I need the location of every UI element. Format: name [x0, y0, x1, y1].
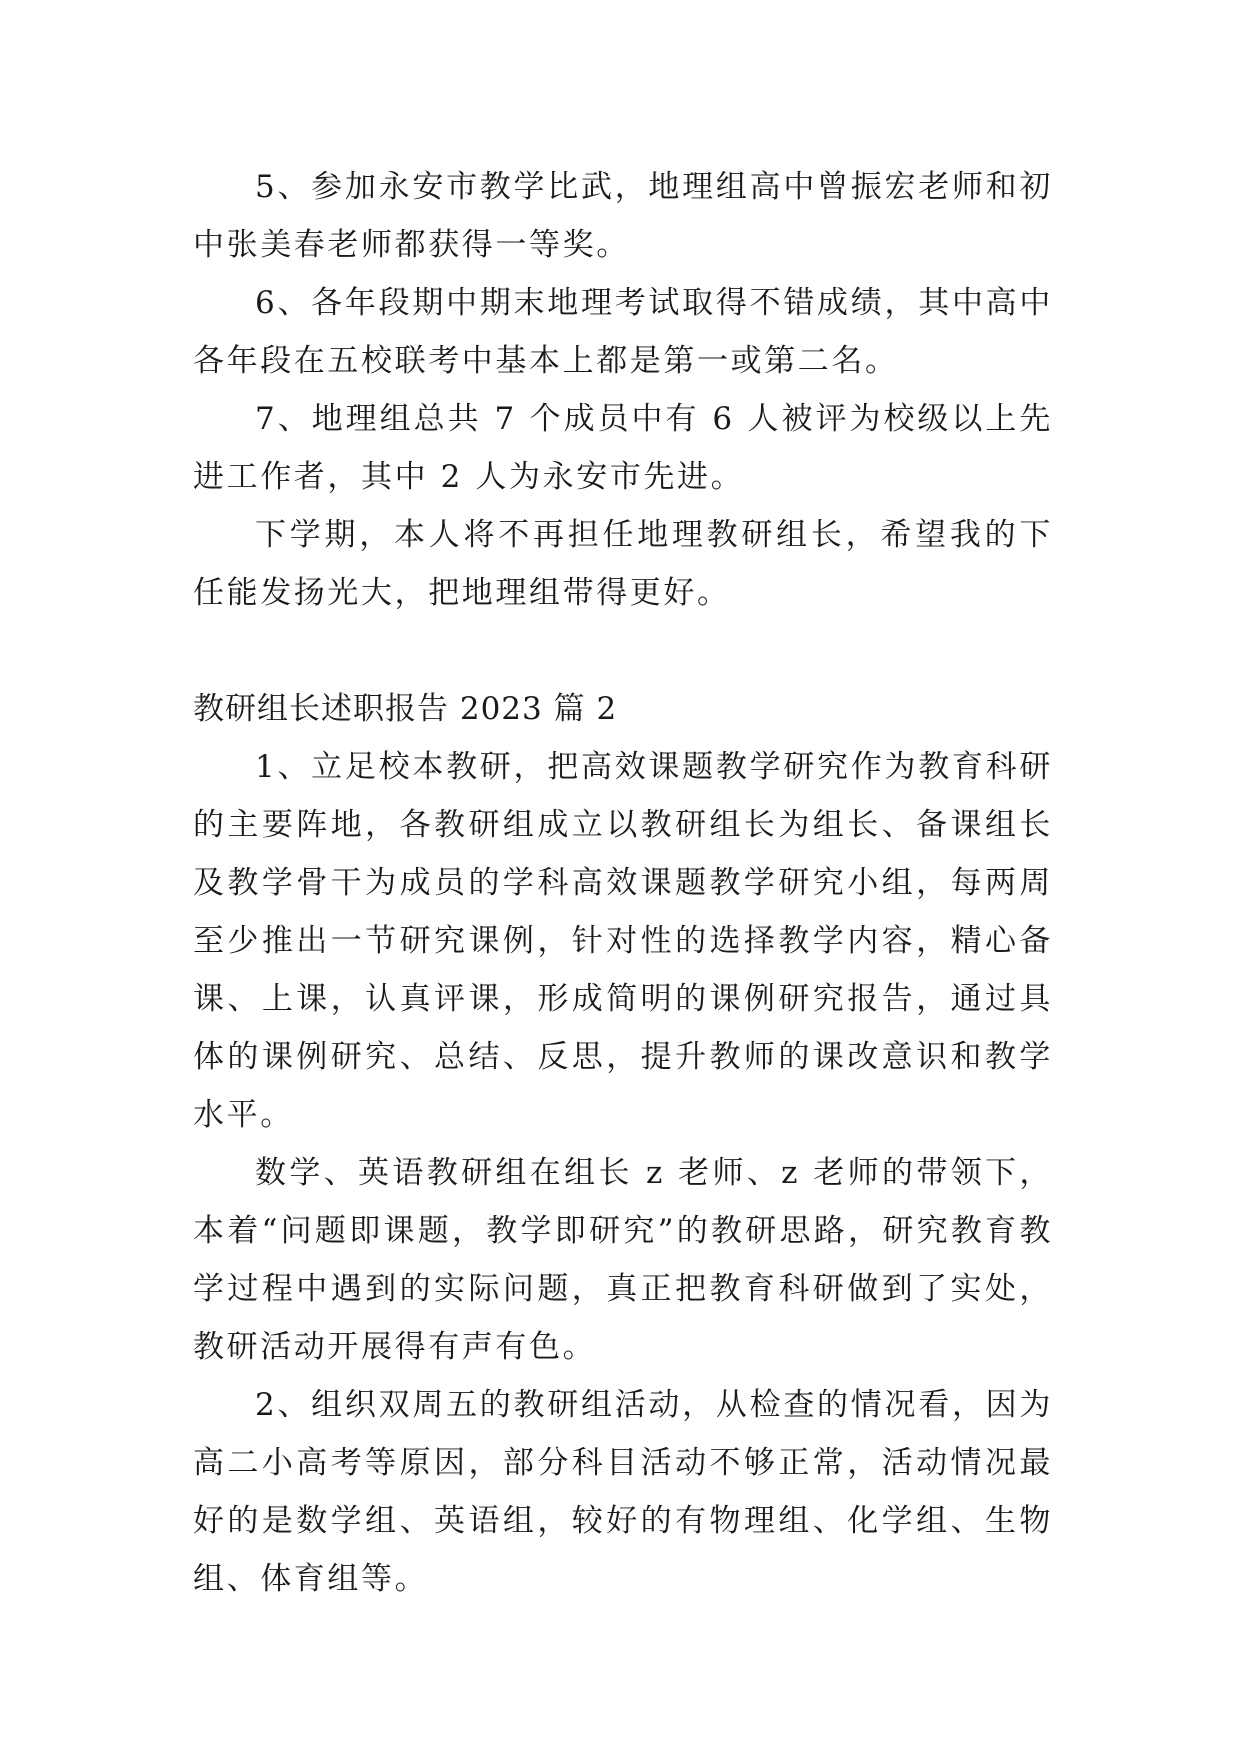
- section-title: 教研组长述职报告 2023 篇 2: [193, 691, 618, 727]
- paragraph-math-english: 数学、英语教研组在组长 z 老师、z 老师的带领下，本着“问题即课题，教学即研究”的教研思路，研究教育教学过程中遇到的实际问题，真正把教育科研做到了实处，教研活动开展得有声有色。: [193, 1155, 1053, 1365]
- paragraph-item-7: 7、地理组总共 7 个成员中有 6 人被评为校级以上先进工作者，其中 2 人为永安市先进。: [193, 401, 1053, 495]
- paragraph-item-6: 6、各年段期中期末地理考试取得不错成绩，其中高中各年段在五校联考中基本上都是第一或第二名。: [193, 285, 1053, 379]
- paragraph-item-2: 2、组织双周五的教研组活动，从检查的情况看，因为高二小高考等原因，部分科目活动不够正常，活动情况最好的是数学组、英语组，较好的有物理组、化学组、生物组、体育组等。: [193, 1387, 1053, 1597]
- paragraph-closing: 下学期，本人将不再担任地理教研组长，希望我的下任能发扬光大，把地理组带得更好。: [193, 517, 1053, 611]
- paragraph-item-5: 5、参加永安市教学比武，地理组高中曾振宏老师和初中张美春老师都获得一等奖。: [193, 169, 1053, 263]
- paragraph-item-1: 1、立足校本教研，把高效课题教学研究作为教育科研的主要阵地，各教研组成立以教研组长为组长、备课组长及教学骨干为成员的学科高效课题教学研究小组，每两周至少推出一节研究课例，针对性的选择教学内容，精心备课、上课，认真评课，形成简明的课例研究报告，通过具体的课例研究、总结、反思，提升教师的课改意识和教学水平。: [193, 749, 1053, 1133]
- document-body: [193, 158, 1053, 1608]
